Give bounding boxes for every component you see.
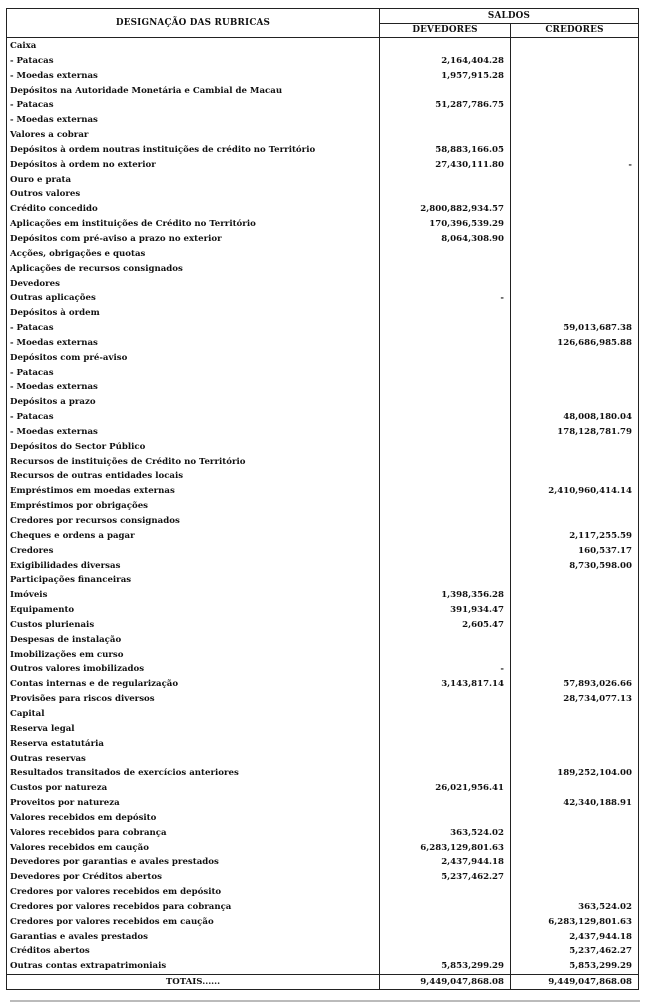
row-devedores (380, 336, 511, 351)
row-devedores: 391,934.47 (380, 603, 511, 618)
row-devedores (380, 529, 511, 544)
table-row (7, 662, 639, 677)
table-row (7, 499, 639, 514)
table-row (7, 796, 639, 811)
row-credores (511, 469, 639, 484)
row-label: Valores recebidos para cobrança (7, 826, 380, 841)
row-devedores: 3,143,817.14 (380, 677, 511, 692)
row-devedores (380, 737, 511, 752)
row-label: Recursos de outras entidades locais (7, 469, 380, 484)
row-credores (511, 618, 639, 633)
row-credores (511, 38, 639, 54)
row-label: Aplicações de recursos consignados (7, 262, 380, 277)
table-row (7, 559, 639, 574)
row-label: Valores recebidos em depósito (7, 811, 380, 826)
table-row (7, 217, 639, 232)
row-credores (511, 173, 639, 188)
row-devedores: 1,957,915.28 (380, 69, 511, 84)
row-label: Valores recebidos em caução (7, 841, 380, 856)
row-label: Outros valores (7, 187, 380, 202)
table-row (7, 603, 639, 618)
row-label: - Patacas (7, 366, 380, 381)
table-row (7, 395, 639, 410)
row-label: Outras aplicações (7, 291, 380, 306)
table-row (7, 306, 639, 321)
row-label: Outros valores imobilizados (7, 662, 380, 677)
row-credores: 48,008,180.04 (511, 410, 639, 425)
row-credores (511, 351, 639, 366)
table-row (7, 54, 639, 69)
row-devedores (380, 440, 511, 455)
row-devedores (380, 915, 511, 930)
row-devedores (380, 38, 511, 54)
table-row (7, 737, 639, 752)
row-credores (511, 440, 639, 455)
row-label: Depósitos com pré-aviso a prazo no exterior (7, 232, 380, 247)
row-credores (511, 603, 639, 618)
balance-sheet (6, 8, 638, 990)
row-label: - Patacas (7, 321, 380, 336)
row-credores (511, 662, 639, 677)
row-label: Empréstimos em moedas externas (7, 484, 380, 499)
row-label: Proveitos por natureza (7, 796, 380, 811)
row-credores (511, 455, 639, 470)
row-label: Custos por natureza (7, 781, 380, 796)
row-devedores (380, 811, 511, 826)
row-credores: 6,283,129,801.63 (511, 915, 639, 930)
row-credores (511, 855, 639, 870)
table-row (7, 38, 639, 54)
table-row (7, 870, 639, 885)
table-row (7, 766, 639, 781)
row-devedores (380, 425, 511, 440)
row-credores (511, 737, 639, 752)
row-credores: 2,437,944.18 (511, 930, 639, 945)
table-row (7, 351, 639, 366)
table-row (7, 262, 639, 277)
table-row (7, 648, 639, 663)
row-label: Equipamento (7, 603, 380, 618)
row-devedores (380, 351, 511, 366)
row-devedores (380, 766, 511, 781)
row-label: Caixa (7, 38, 380, 54)
row-devedores: 5,237,462.27 (380, 870, 511, 885)
table-row (7, 232, 639, 247)
table-row (7, 380, 639, 395)
row-label: - Moedas externas (7, 113, 380, 128)
row-devedores (380, 944, 511, 959)
table-row (7, 484, 639, 499)
row-devedores: - (380, 662, 511, 677)
row-credores: 5,237,462.27 (511, 944, 639, 959)
header-devedores: DEVEDORES (380, 24, 511, 38)
row-devedores: 363,524.02 (380, 826, 511, 841)
totals-label: TOTAIS...... (7, 975, 380, 990)
row-devedores: 1,398,356.28 (380, 588, 511, 603)
row-label: Outras contas extrapatrimoniais (7, 959, 380, 974)
row-credores (511, 217, 639, 232)
totals-devedores: 9,449,047,868.08 (380, 975, 511, 990)
row-devedores (380, 173, 511, 188)
row-credores (511, 113, 639, 128)
page-shadow (10, 1000, 640, 1002)
row-label: Recursos de instituições de Crédito no Território (7, 455, 380, 470)
row-credores (511, 262, 639, 277)
row-credores (511, 306, 639, 321)
row-devedores (380, 277, 511, 292)
row-credores: 189,252,104.00 (511, 766, 639, 781)
table-row (7, 692, 639, 707)
table-row (7, 677, 639, 692)
row-label: Devedores por garantias e avales prestados (7, 855, 380, 870)
row-credores: 5,853,299.29 (511, 959, 639, 974)
row-credores (511, 366, 639, 381)
table-row (7, 173, 639, 188)
row-devedores: 6,283,129,801.63 (380, 841, 511, 856)
table-row (7, 707, 639, 722)
row-credores: 59,013,687.38 (511, 321, 639, 336)
row-label: - Moedas externas (7, 336, 380, 351)
table-header (7, 9, 639, 38)
table-row (7, 98, 639, 113)
row-label: Credores por recursos consignados (7, 514, 380, 529)
header-credores: CREDORES (511, 24, 639, 38)
row-devedores (380, 380, 511, 395)
row-label: Capital (7, 707, 380, 722)
row-devedores (380, 559, 511, 574)
row-credores (511, 573, 639, 588)
row-devedores (380, 366, 511, 381)
table-row (7, 336, 639, 351)
table-row (7, 900, 639, 915)
row-label: Depósitos na Autoridade Monetária e Cambial de Macau (7, 84, 380, 99)
row-label: Depósitos do Sector Público (7, 440, 380, 455)
table-row (7, 573, 639, 588)
table-row (7, 722, 639, 737)
row-label: Ouro e prata (7, 173, 380, 188)
row-credores: - (511, 158, 639, 173)
row-label: - Moedas externas (7, 380, 380, 395)
row-label: Valores a cobrar (7, 128, 380, 143)
row-devedores (380, 321, 511, 336)
table-row (7, 113, 639, 128)
row-label: Outras reservas (7, 752, 380, 767)
row-label: Imobilizações em curso (7, 648, 380, 663)
row-credores (511, 722, 639, 737)
row-label: Garantias e avales prestados (7, 930, 380, 945)
row-devedores (380, 247, 511, 262)
row-credores: 28,734,077.13 (511, 692, 639, 707)
row-label: Credores por valores recebidos para cobrança (7, 900, 380, 915)
row-credores (511, 84, 639, 99)
row-devedores: 170,396,539.29 (380, 217, 511, 232)
row-devedores (380, 395, 511, 410)
row-label: - Patacas (7, 410, 380, 425)
row-label: Depósitos à ordem no exterior (7, 158, 380, 173)
totals-row (7, 975, 639, 990)
row-credores: 57,893,026.66 (511, 677, 639, 692)
row-devedores (380, 707, 511, 722)
row-label: Reserva legal (7, 722, 380, 737)
row-label: Custos plurienais (7, 618, 380, 633)
row-credores (511, 885, 639, 900)
row-label: Aplicações em instituições de Crédito no Território (7, 217, 380, 232)
row-label: - Moedas externas (7, 425, 380, 440)
row-devedores (380, 796, 511, 811)
row-devedores (380, 885, 511, 900)
table-footer (7, 975, 639, 990)
row-credores (511, 826, 639, 841)
row-label: Provisões para riscos diversos (7, 692, 380, 707)
table-row (7, 752, 639, 767)
row-label: Devedores por Créditos abertos (7, 870, 380, 885)
row-credores (511, 247, 639, 262)
row-credores (511, 143, 639, 158)
row-devedores (380, 900, 511, 915)
table-row (7, 187, 639, 202)
row-label: Despesas de instalação (7, 633, 380, 648)
table-row (7, 885, 639, 900)
table-row (7, 277, 639, 292)
row-devedores (380, 573, 511, 588)
table-row (7, 826, 639, 841)
row-devedores: 5,853,299.29 (380, 959, 511, 974)
table-row (7, 618, 639, 633)
row-credores: 363,524.02 (511, 900, 639, 915)
row-devedores (380, 752, 511, 767)
row-devedores: 51,287,786.75 (380, 98, 511, 113)
table-body (7, 38, 639, 975)
table-row (7, 855, 639, 870)
row-credores (511, 514, 639, 529)
row-devedores: - (380, 291, 511, 306)
row-label: Créditos abertos (7, 944, 380, 959)
table-row (7, 440, 639, 455)
row-devedores (380, 410, 511, 425)
row-credores (511, 98, 639, 113)
row-credores (511, 633, 639, 648)
row-devedores (380, 648, 511, 663)
table-row (7, 811, 639, 826)
row-label: Credores por valores recebidos em depósito (7, 885, 380, 900)
row-devedores (380, 499, 511, 514)
row-credores (511, 128, 639, 143)
row-credores (511, 187, 639, 202)
row-credores (511, 752, 639, 767)
table-row (7, 321, 639, 336)
row-devedores (380, 692, 511, 707)
row-label: Devedores (7, 277, 380, 292)
row-label: Depósitos à ordem noutras instituições de crédito no Território (7, 143, 380, 158)
row-label: Exigibilidades diversas (7, 559, 380, 574)
row-label: - Patacas (7, 54, 380, 69)
trial-balance-table (6, 8, 639, 990)
table-row (7, 544, 639, 559)
row-devedores (380, 455, 511, 470)
row-label: Credores (7, 544, 380, 559)
table-row (7, 410, 639, 425)
row-devedores: 2,800,882,934.57 (380, 202, 511, 217)
row-label: Depósitos a prazo (7, 395, 380, 410)
row-label: Depósitos com pré-aviso (7, 351, 380, 366)
row-label: Resultados transitados de exercícios anteriores (7, 766, 380, 781)
row-credores (511, 870, 639, 885)
row-credores: 178,128,781.79 (511, 425, 639, 440)
row-devedores (380, 469, 511, 484)
row-credores (511, 69, 639, 84)
row-devedores: 58,883,166.05 (380, 143, 511, 158)
table-row (7, 455, 639, 470)
row-credores (511, 291, 639, 306)
row-label: Acções, obrigações e quotas (7, 247, 380, 262)
row-devedores (380, 930, 511, 945)
table-row (7, 841, 639, 856)
table-row (7, 425, 639, 440)
row-label: Participações financeiras (7, 573, 380, 588)
row-devedores (380, 633, 511, 648)
row-credores: 2,410,960,414.14 (511, 484, 639, 499)
row-label: Imóveis (7, 588, 380, 603)
header-saldos: SALDOS (380, 9, 639, 24)
row-devedores (380, 187, 511, 202)
table-row (7, 959, 639, 974)
row-label: - Moedas externas (7, 69, 380, 84)
table-row (7, 247, 639, 262)
row-label: Depósitos à ordem (7, 306, 380, 321)
row-devedores: 2,605.47 (380, 618, 511, 633)
row-credores (511, 648, 639, 663)
table-row (7, 84, 639, 99)
row-credores (511, 841, 639, 856)
row-devedores (380, 514, 511, 529)
header-designation: DESIGNAÇÃO DAS RUBRICAS (7, 9, 380, 38)
row-credores (511, 499, 639, 514)
row-devedores (380, 262, 511, 277)
row-devedores: 2,437,944.18 (380, 855, 511, 870)
row-credores (511, 707, 639, 722)
row-credores (511, 395, 639, 410)
table-row (7, 158, 639, 173)
table-row (7, 781, 639, 796)
table-row (7, 366, 639, 381)
row-label: Cheques e ordens a pagar (7, 529, 380, 544)
row-label: Credores por valores recebidos em caução (7, 915, 380, 930)
row-devedores (380, 544, 511, 559)
row-credores (511, 232, 639, 247)
row-label: - Patacas (7, 98, 380, 113)
row-devedores (380, 84, 511, 99)
table-row (7, 469, 639, 484)
table-row (7, 291, 639, 306)
row-devedores (380, 722, 511, 737)
table-row (7, 514, 639, 529)
row-label: Empréstimos por obrigações (7, 499, 380, 514)
row-credores (511, 781, 639, 796)
row-devedores (380, 128, 511, 143)
row-credores: 126,686,985.88 (511, 336, 639, 351)
row-credores: 42,340,188.91 (511, 796, 639, 811)
row-credores (511, 380, 639, 395)
row-credores (511, 277, 639, 292)
table-row (7, 69, 639, 84)
table-row (7, 143, 639, 158)
table-row (7, 588, 639, 603)
row-devedores: 2,164,404.28 (380, 54, 511, 69)
row-devedores (380, 306, 511, 321)
row-devedores (380, 113, 511, 128)
totals-credores: 9,449,047,868.08 (511, 975, 639, 990)
table-row (7, 930, 639, 945)
row-credores: 160,537.17 (511, 544, 639, 559)
table-row (7, 128, 639, 143)
row-devedores: 27,430,111.80 (380, 158, 511, 173)
row-credores (511, 811, 639, 826)
row-credores: 2,117,255.59 (511, 529, 639, 544)
table-row (7, 915, 639, 930)
row-devedores: 8,064,308.90 (380, 232, 511, 247)
table-row (7, 202, 639, 217)
row-devedores: 26,021,956.41 (380, 781, 511, 796)
row-label: Crédito concedido (7, 202, 380, 217)
table-row (7, 944, 639, 959)
row-devedores (380, 484, 511, 499)
row-label: Reserva estatutária (7, 737, 380, 752)
row-credores: 8,730,598.00 (511, 559, 639, 574)
table-row (7, 529, 639, 544)
row-credores (511, 588, 639, 603)
row-credores (511, 54, 639, 69)
table-row (7, 633, 639, 648)
row-credores (511, 202, 639, 217)
row-label: Contas internas e de regularização (7, 677, 380, 692)
